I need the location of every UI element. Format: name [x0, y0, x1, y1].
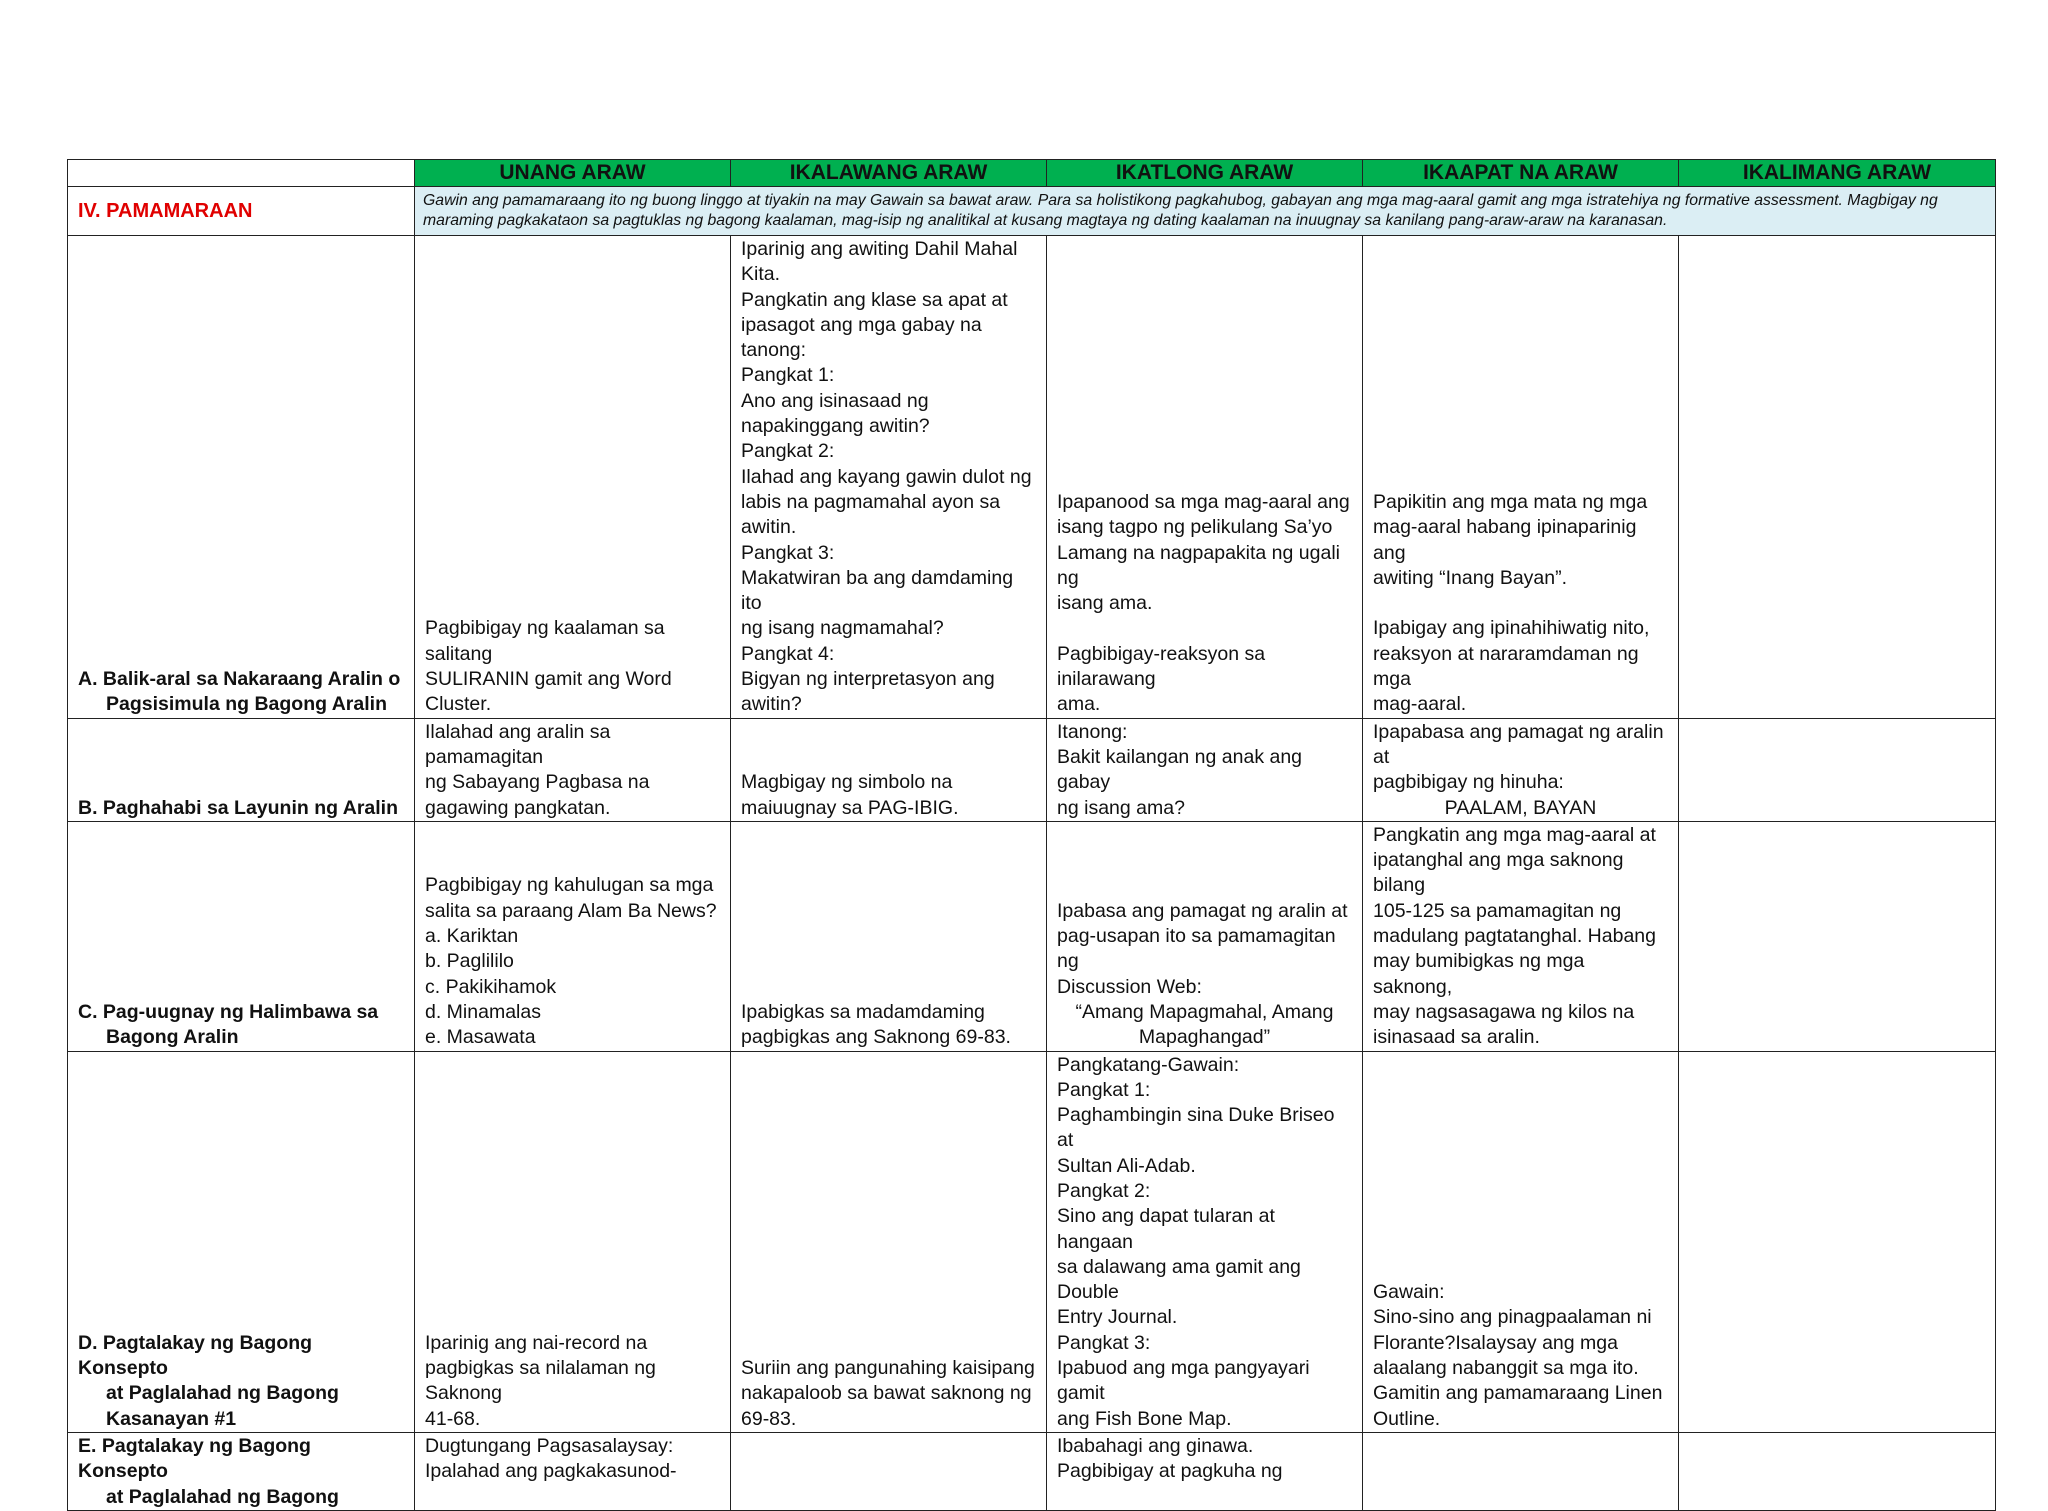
section-row [68, 187, 1996, 236]
header-day-2: IKALAWANG ARAW [731, 160, 1047, 187]
row-label-line: E. Pagtalakay ng Bagong Konsepto [78, 1434, 311, 1483]
row-label-line: Bagong Aralin [106, 1026, 239, 1049]
day-3-cell: Ibabahagi ang ginawa. Pagbibigay at pagkuha ng [1047, 1432, 1363, 1510]
discussion-web-title-centered: “Amang Mapagmahal, Amang Mapaghangad” [1075, 1000, 1334, 1049]
day-4-cell [1363, 718, 1679, 821]
day-2-cell: Ipabigkas sa madamdaming pagbigkas ang Saknong 69-83. [731, 821, 1047, 1051]
day-2-cell: Magbigay ng simbolo na maiuugnay sa PAG-IBIG. [731, 718, 1047, 821]
table-row [68, 718, 1996, 821]
day-5-cell [1679, 236, 1996, 719]
day-3-cell [1047, 821, 1363, 1051]
row-label-line: at Paglalahad ng Bagong Kasanayan #1 [106, 1382, 339, 1430]
day-4-cell: Papikitin ang mga mata ng mga mag-aaral habang ipinaparinig ang awiting “Inang Bayan”. Ipabigay ang ipinahihiwatig nito, reaksyon at nararamdaman ng mga mag-aaral. [1363, 236, 1679, 719]
table-row [68, 821, 1996, 1051]
day-3-cell: Pangkatang-Gawain: Pangkat 1: Paghambingin sina Duke Briseo at Sultan Ali-Adab. Pangkat 2: Sino ang dapat tularan at hangaan sa dalawang ama gamit ang Double Entry Journal. Pangkat 3: Ipabuod ang mga pangyayari gamit ang Fish Bone Map. [1047, 1051, 1363, 1432]
row-label-line: C. Pag-uugnay ng Halimbawa sa [78, 1000, 379, 1023]
day-5-cell [1679, 1051, 1996, 1432]
table-row [68, 236, 1996, 719]
section-label: IV. PAMAMARAAN [68, 187, 415, 236]
day-2-cell: Iparinig ang awiting Dahil Mahal Kita. Pangkatin ang klase sa apat at ipasagot ang mga gabay na tanong: Pangkat 1: Ano ang isinasaad ng napakinggang awitin? Pangkat 2: Ilahad ang kayang gawin dulot ng labis na pagmamahal ayon sa awitin. Pangkat 3: Makatwiran ba ang damdaming ito ng isang nagmamahal? Pangkat 4: Bigyan ng interpretasyon ang awitin? [731, 236, 1047, 719]
header-day-4: IKAAPAT NA ARAW [1363, 160, 1679, 187]
section-description: Gawin ang pamamaraang ito ng buong linggo at tiyakin na may Gawain sa bawat araw. Para sa holistikong pagkahubog, gabayan ang mga mag-aaral gamit ang mga istratehiya ng formative assessment. Magbigay ng maraming pagkakataon sa pagtuklas ng bagong kaalaman, mag-isip ng analitikal at kusang magtaya ng dating kaalaman na inuugnay sa kanilang pang-araw-araw na karanasan. [415, 187, 1996, 236]
day-4-cell: Gawain: Sino-sino ang pinagpaalaman ni Florante?Isalaysay ang mga alaalang nabanggit sa mga ito. Gamitin ang pamamaraang Linen Outline. [1363, 1051, 1679, 1432]
day-3-cell: Itanong: Bakit kailangan ng anak ang gabay ng isang ama? [1047, 718, 1363, 821]
day-4-text: Ipapabasa ang pamagat ng aralin at pagbibigay ng hinuha: [1373, 720, 1664, 794]
header-day-3: IKATLONG ARAW [1047, 160, 1363, 187]
day-1-cell: Ilalahad ang aralin sa pamamagitan ng Sabayang Pagbasa na gagawing pangkatan. [415, 718, 731, 821]
day-3-text: Ipabasa ang pamagat ng aralin at pag-usapan ito sa pamamagitan ng Discussion Web: [1057, 899, 1348, 998]
daily-lesson-log-table [67, 159, 1996, 1511]
row-label [68, 236, 415, 719]
day-header-row [68, 160, 1996, 187]
day-1-cell: Dugtungang Pagsasalaysay: Ipalahad ang pagkakasunod- [415, 1432, 731, 1510]
day-1-cell: Iparinig ang nai-record na pagbigkas sa nilalaman ng Saknong 41-68. [415, 1051, 731, 1432]
day-3-cell: Ipapanood sa mga mag-aaral ang isang tagpo ng pelikulang Sa’yo Lamang na nagpapakita ng ugali ng isang ama. Pagbibigay-reaksyon sa inilarawang ama. [1047, 236, 1363, 719]
table-row [68, 1051, 1996, 1432]
row-label-line: B. Paghahabi sa Layunin ng Aralin [78, 796, 398, 819]
header-day-5: IKALIMANG ARAW [1679, 160, 1996, 187]
day-2-cell [731, 1432, 1047, 1510]
day-5-cell [1679, 1432, 1996, 1510]
row-label [68, 1051, 415, 1432]
header-day-1: UNANG ARAW [415, 160, 731, 187]
header-blank-cell [68, 160, 415, 187]
table-row [68, 1432, 1996, 1510]
day-1-cell: Pagbibigay ng kahulugan sa mga salita sa paraang Alam Ba News? a. Kariktan b. Paglililo c. Pakikihamok d. Minamalas e. Masawata [415, 821, 731, 1051]
day-5-cell [1679, 821, 1996, 1051]
day-2-cell: Suriin ang pangunahing kaisipang nakapaloob sa bawat saknong ng 69-83. [731, 1051, 1047, 1432]
row-label-line: Pagsisimula ng Bagong Aralin [106, 693, 387, 716]
lesson-title-centered: PAALAM, BAYAN [1444, 796, 1597, 819]
day-4-cell [1363, 1432, 1679, 1510]
day-4-cell: Pangkatin ang mga mag-aaral at ipatanghal ang mga saknong bilang 105-125 sa pamamagitan ng madulang pagtatanghal. Habang may bumibigkas ng mga saknong, may nagsasagawa ng kilos na isinasaad sa aralin. [1363, 821, 1679, 1051]
row-label-line: D. Pagtalakay ng Bagong Konsepto [78, 1331, 313, 1380]
row-label-line: at Paglalahad ng Bagong [106, 1485, 339, 1508]
row-label [68, 821, 415, 1051]
row-label-line: A. Balik-aral sa Nakaraang Aralin o [78, 668, 401, 691]
day-5-cell [1679, 718, 1996, 821]
row-label [68, 1432, 415, 1510]
day-1-cell: Pagbibigay ng kaalaman sa salitang SULIRANIN gamit ang Word Cluster. [415, 236, 731, 719]
row-label [68, 718, 415, 821]
